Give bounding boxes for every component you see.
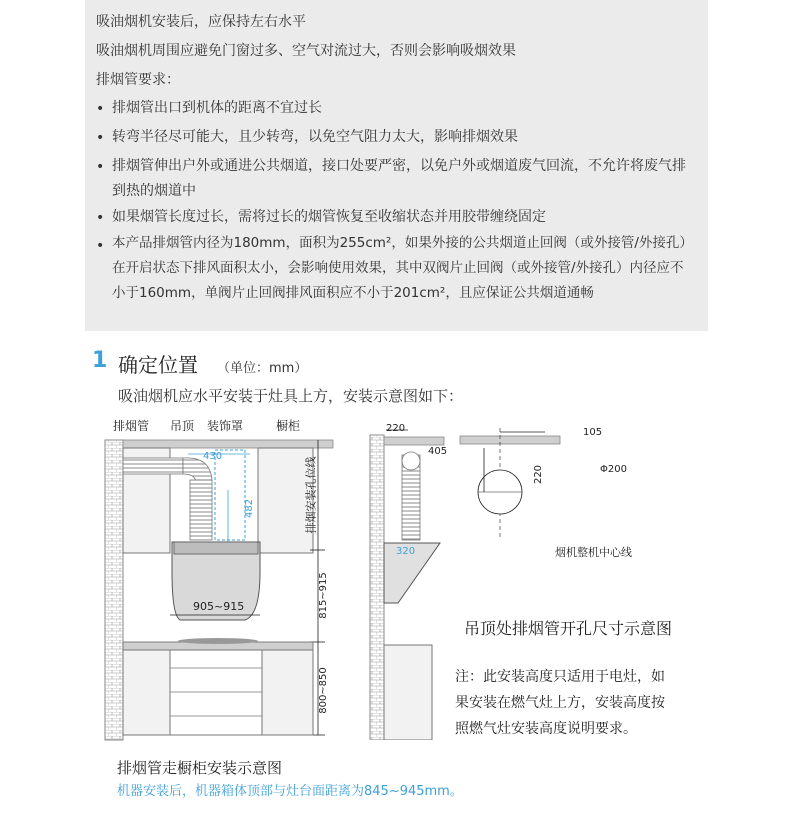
dim-815-915: 815~915 — [317, 572, 329, 619]
dim-320: 320 — [396, 546, 416, 557]
exhaust-duct-horizontal — [123, 458, 183, 474]
side-brick-wall — [370, 435, 384, 740]
lower-drawers — [170, 650, 262, 735]
note-line-1: 注：此安装高度只适用于电灶，如 — [455, 669, 665, 685]
section-title: 确定位置 — [118, 353, 198, 377]
label-cover: 装饰罩 — [207, 419, 244, 433]
bullet-mark: • — [96, 210, 105, 226]
label-ceiling: 吊顶 — [170, 419, 195, 433]
ceiling-section — [460, 436, 560, 444]
label-cabinet: 橱柜 — [276, 419, 301, 433]
dim-105: 105 — [583, 427, 603, 438]
hood-top — [174, 542, 258, 554]
bullet-item-5: 本产品排烟管内径为180mm，面积为255cm²，如果外接的公共烟道止回阀（或外接管/外接孔）在开启状态下排风面积太小，会影响使用效果，其中双阀片止回阀（或外接管/外接孔）内径应不小于160mm，单阀片止回阀排风面积应不小于201cm²，且应保证公共烟道通畅 — [112, 235, 687, 301]
section-number: 1 — [92, 348, 108, 373]
ceiling — [123, 440, 333, 448]
dim-220-side: 220 — [386, 423, 406, 434]
decorative-cover — [215, 450, 245, 540]
dim-430: 430 — [203, 451, 223, 462]
bullet-item-4: 如果烟管长度过长，需将过长的烟管恢复至收缩状态并用胶带缠绕固定 — [112, 209, 546, 225]
bullet-mark: • — [96, 159, 105, 175]
side-cabinet — [384, 645, 432, 740]
dim-phi200: Φ200 — [600, 464, 627, 475]
centerline-label: 烟机整机中心线 — [555, 546, 632, 559]
side-view-diagram — [368, 425, 448, 740]
requirement-level: 吸油烟机安装后，应保持左右水平 — [96, 14, 306, 30]
lower-cabinet-right — [262, 650, 313, 735]
bullet-mark: • — [96, 101, 105, 117]
ceiling-hole-caption: 吊顶处排烟管开孔尺寸示意图 — [464, 619, 673, 638]
bullet-item-1: 排烟管出口到机体的距离不宜过长 — [112, 100, 322, 116]
lower-cabinet-left — [123, 650, 170, 735]
dim-482: 482 — [244, 498, 256, 519]
note-line-2: 果安装在燃气灶上方，安装高度按 — [455, 695, 665, 711]
section-intro: 吸油烟机应水平安装于灶具上方，安装示意图如下： — [118, 387, 464, 405]
cabinet-install-caption: 排烟管走橱柜安装示意图 — [117, 759, 283, 777]
bullet-mark: • — [96, 238, 105, 254]
label-exhaust-pipe: 排烟管 — [113, 419, 150, 433]
ceiling-hole-diagram — [440, 420, 580, 540]
dim-800-850: 800~850 — [317, 667, 329, 714]
side-ceiling — [384, 437, 444, 445]
cooktop — [178, 638, 258, 644]
side-duct-opening — [402, 452, 420, 470]
note-line-3: 照燃气灶安装高度说明要求。 — [455, 721, 637, 737]
bullet-item-2: 转弯半径尽可能大，且少转弯，以免空气阻力太大，影响排烟效果 — [112, 129, 518, 145]
requirement-heading: 排烟管要求： — [96, 72, 180, 88]
brick-wall — [105, 440, 123, 740]
dim-405: 405 — [428, 446, 448, 457]
install-line-label: 排烟安装孔位线 — [304, 456, 318, 534]
section-unit: （单位：mm） — [217, 361, 308, 376]
dim-905-915: 905~915 — [193, 600, 245, 613]
bullet-item-3: 排烟管伸出户外或通进公共烟道，接口处要严密，以免户外或烟道废气回流，不允许将废气排到热的烟道中 — [112, 158, 686, 199]
requirement-airflow: 吸油烟机周围应避免门窗过多、空气对流过大，否则会影响吸烟效果 — [96, 43, 516, 59]
height-note: 机器安装后，机器箱体顶部与灶台面距离为845~945mm。 — [117, 784, 463, 799]
bullet-mark: • — [96, 130, 105, 146]
dim-220-hole: 220 — [533, 464, 545, 485]
exhaust-duct-vertical — [190, 480, 212, 540]
